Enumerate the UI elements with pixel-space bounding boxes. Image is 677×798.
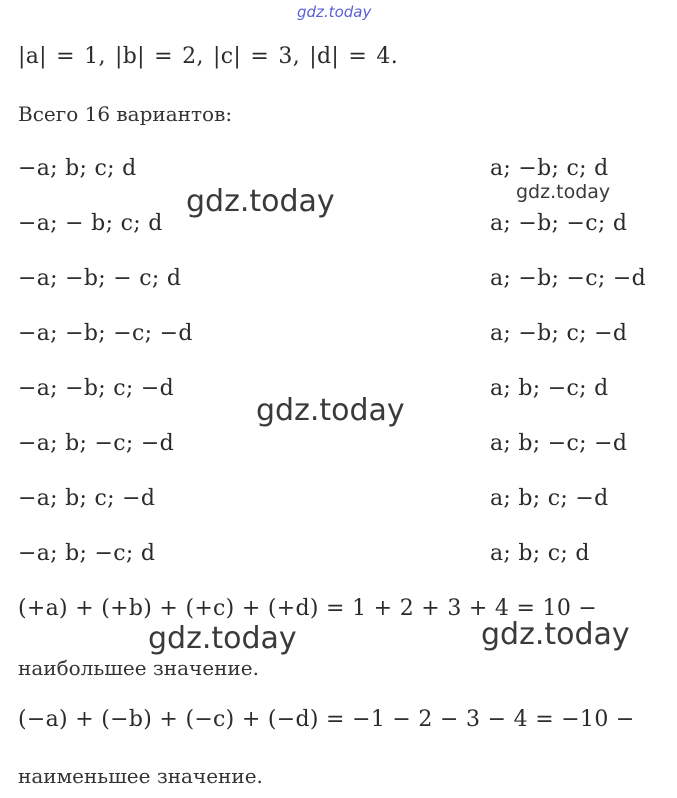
watermark: gdz.today: [481, 617, 630, 652]
right-row: a; b; c; d: [490, 541, 590, 566]
moduli-line: |a| = 1, |b| = 2, |c| = 3, |d| = 4.: [18, 44, 399, 69]
right-row: a; b; c; −d: [490, 486, 609, 511]
left-row: −a; −b; c; −d: [18, 376, 175, 401]
right-row: a; −b; −c; −d: [490, 266, 647, 291]
left-row: −a; − b; c; d: [18, 211, 163, 236]
right-row: a; −b; −c; d: [490, 211, 628, 236]
left-row: −a; −b; −c; −d: [18, 321, 193, 346]
watermark: gdz.today: [148, 621, 297, 656]
max-label: наибольшее значение.: [18, 656, 259, 680]
watermark: gdz.today: [186, 184, 335, 219]
right-row: a; b; −c; d: [490, 376, 609, 401]
min-label: наименьшее значение.: [18, 764, 263, 788]
right-row: a; −b; c; d: [490, 156, 609, 181]
left-row: −a; b; c; −d: [18, 486, 156, 511]
left-row: −a; b; c; d: [18, 156, 137, 181]
min-equation: (−a) + (−b) + (−c) + (−d) = −1 − 2 − 3 − 4 = −10 −: [18, 707, 635, 732]
intro-text: Всего 16 вариантов:: [18, 102, 233, 126]
right-row: a; b; −c; −d: [490, 431, 628, 456]
header-watermark: gdz.today: [297, 3, 372, 21]
left-row: −a; −b; − c; d: [18, 266, 182, 291]
watermark: gdz.today: [256, 393, 405, 428]
left-row: −a; b; −c; −d: [18, 431, 175, 456]
left-row: −a; b; −c; d: [18, 541, 156, 566]
right-row: a; −b; c; −d: [490, 321, 628, 346]
max-equation: (+a) + (+b) + (+c) + (+d) = 1 + 2 + 3 + 4 = 10 −: [18, 596, 598, 621]
watermark: gdz.today: [516, 181, 611, 203]
